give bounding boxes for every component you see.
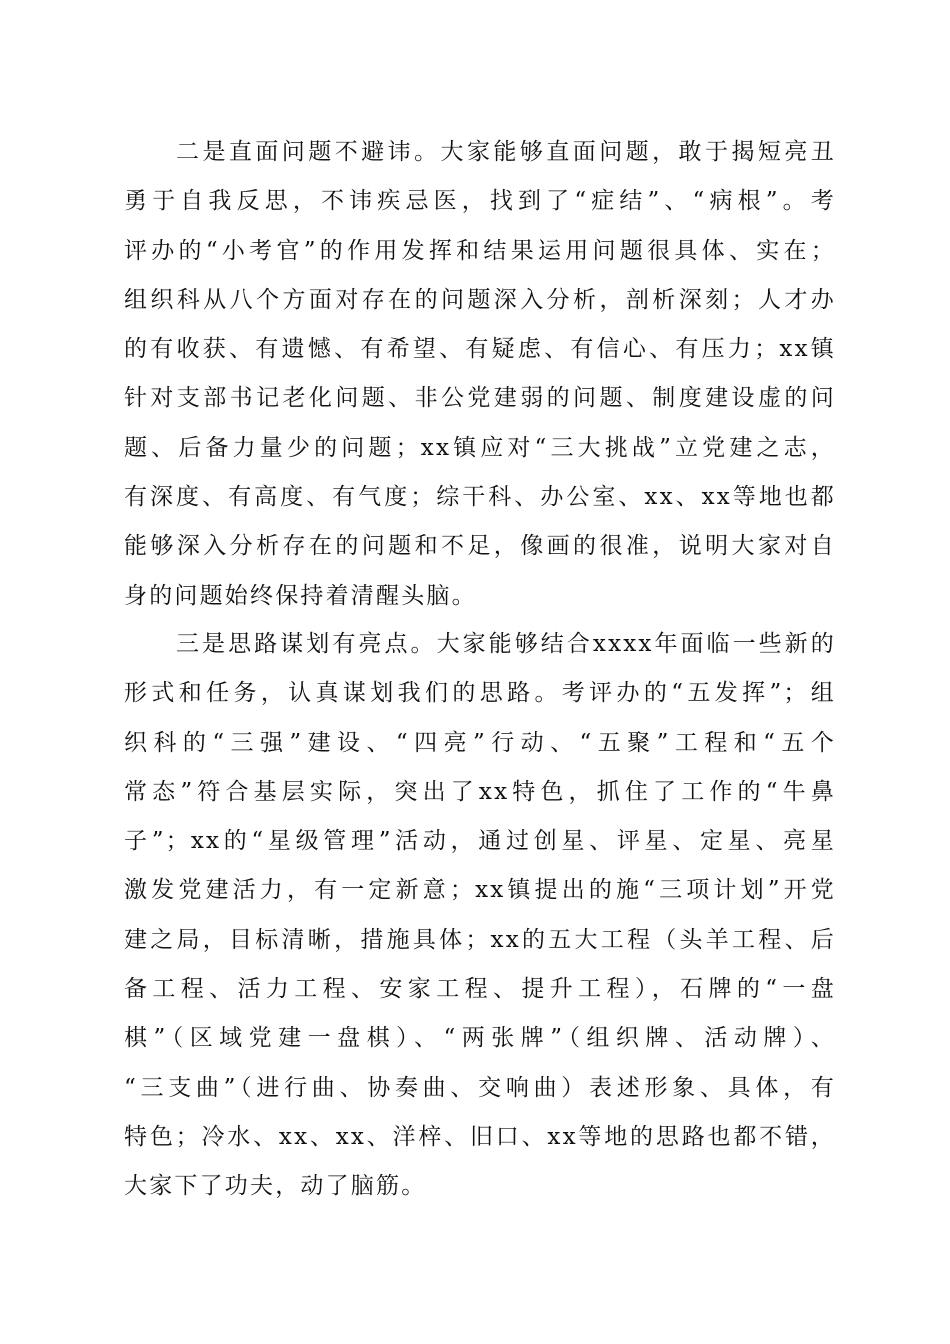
paragraph-line: 备工程、活力工程、安家工程、提升工程），石牌的“一盘 bbox=[124, 976, 836, 1003]
paragraph-line: 有深度、有高度、有气度；综干科、办公室、xx、xx等地也都 bbox=[124, 484, 836, 511]
paragraph-line: 子”；xx的“星级管理”活动，通过创星、评星、定星、亮星 bbox=[124, 828, 836, 855]
paragraph-line: 织科的“三强”建设、“四亮”行动、“五聚”工程和“五个 bbox=[124, 729, 836, 756]
paragraph-line: 二是直面问题不避讳。大家能够直面问题，敢于揭短亮丑 bbox=[176, 139, 836, 165]
paragraph-line: 评办的“小考官”的作用发挥和结果运用问题很具体、实在； bbox=[124, 237, 836, 264]
paragraph-line: 组织科从八个方面对存在的问题深入分析，剖析深刻；人才办 bbox=[124, 286, 836, 313]
paragraph-line: 题、后备力量少的问题；xx镇应对“三大挑战”立党建之志， bbox=[124, 434, 836, 461]
paragraph-line: 针对支部书记老化问题、非公党建弱的问题、制度建设虚的问 bbox=[124, 385, 836, 412]
paragraph-direct-problems bbox=[124, 128, 836, 621]
paragraph-planning-highlights bbox=[124, 620, 836, 1212]
paragraph-line: 身的问题始终保持着清醒头脑。 bbox=[124, 582, 477, 609]
paragraph-line: 大家下了功夫，动了脑筋。 bbox=[124, 1173, 427, 1200]
paragraph-line: 三是思路谋划有亮点。大家能够结合xxxx年面临一些新的 bbox=[176, 631, 836, 657]
paragraph-line: 的有收获、有遗憾、有希望、有疑虑、有信心、有压力；xx镇 bbox=[124, 336, 836, 363]
paragraph-line: 特色；冷水、xx、xx、洋梓、旧口、xx等地的思路也都不错， bbox=[124, 1123, 836, 1150]
paragraph-line: 棋”（区域党建一盘棋）、“两张牌”（组织牌、活动牌）、 bbox=[124, 1025, 836, 1052]
paragraph-line: 激发党建活力，有一定新意；xx镇提出的施“三项计划”开党 bbox=[124, 877, 836, 904]
paragraph-line: “三支曲”（进行曲、协奏曲、交响曲）表述形象、具体，有 bbox=[124, 1074, 836, 1101]
paragraph-line: 建之局，目标清晰，措施具体；xx的五大工程（头羊工程、后 bbox=[124, 926, 836, 953]
paragraph-line: 形式和任务，认真谋划我们的思路。考评办的“五发挥”；组 bbox=[124, 680, 836, 707]
paragraph-line: 勇于自我反思，不讳疾忌医，找到了“症结”、“病根”。考 bbox=[124, 188, 836, 215]
paragraph-line: 能够深入分析存在的问题和不足，像画的很准，说明大家对自 bbox=[124, 533, 836, 560]
paragraph-line: 常态”符合基层实际，突出了xx特色，抓住了工作的“牛鼻 bbox=[124, 778, 836, 805]
